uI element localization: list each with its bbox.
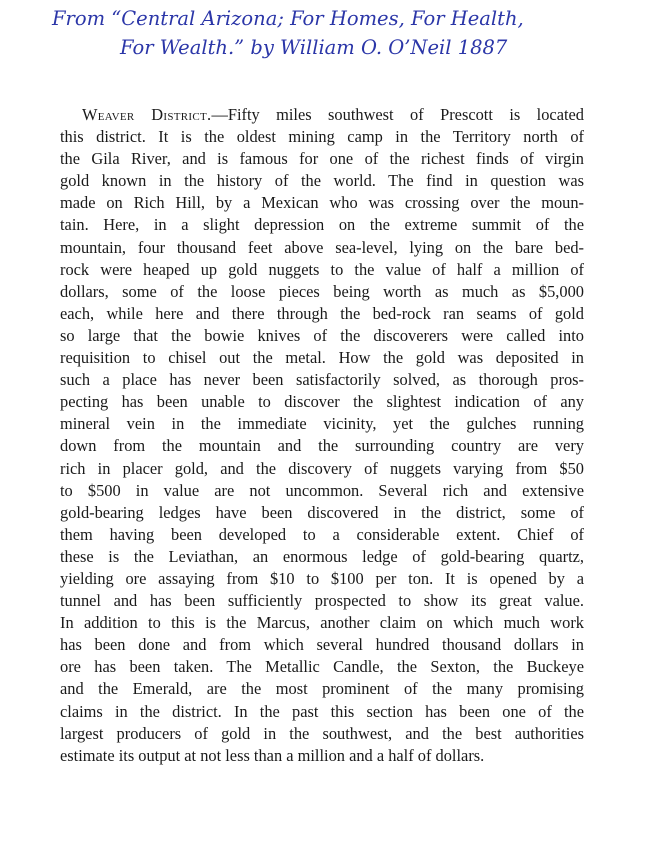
passage-line: each, while here and there through the bed-rock ran seams of gold [60, 303, 584, 323]
source-caption [0, 4, 648, 62]
passage-line: to $500 in value are not uncommon. Several rich and extensive [60, 480, 584, 500]
passage-line: rock were heaped up gold nuggets to the value of half a million of [60, 259, 584, 279]
passage-line: down from the mountain and the surrounding country are very [60, 436, 584, 456]
passage-line: the Gila River, and is famous for one of the richest finds of virgin [60, 149, 584, 169]
passage-line [60, 104, 584, 126]
passage-line: gold known in the history of the world. The find in question was [60, 171, 584, 191]
passage-line: gold-bearing ledges have been discovered in the district, some of [60, 502, 584, 522]
passage-line: these is the Leviathan, an enormous ledge of gold-bearing quartz, [60, 546, 584, 566]
passage-line: dollars, some of the loose pieces being worth as much as $5,000 [60, 281, 584, 301]
passage-line-text: —Fifty miles southwest of Prescott is located [211, 105, 584, 124]
passage-line: so large that the bowie knives of the discoverers were called into [60, 325, 584, 345]
passage-line: tain. Here, in a slight depression on the extreme summit of the [60, 215, 584, 235]
caption-line-2: For Wealth.” by William O. O’Neil 1887 [120, 36, 508, 59]
passage-line: In addition to this is the Marcus, another claim on which much work [60, 613, 584, 633]
article-passage [60, 104, 584, 767]
passage-line: ore has been taken. The Metallic Candle, the Sexton, the Buckeye [60, 657, 584, 677]
caption-line-1: From “Central Arizona; For Homes, For Health, [52, 7, 524, 30]
section-heading: Weaver District. [82, 105, 212, 124]
passage-line: this district. It is the oldest mining camp in the Territory north of [60, 127, 584, 147]
passage-line: made on Rich Hill, by a Mexican who was crossing over the moun- [60, 193, 584, 213]
passage-line: rich in placer gold, and the discovery of nuggets varying from $50 [60, 458, 584, 478]
passage-line: pecting has been unable to discover the slightest indication of any [60, 392, 584, 412]
passage-line: has been done and from which several hundred thousand dollars in [60, 635, 584, 655]
passage-line: requisition to chisel out the metal. How the gold was deposited in [60, 348, 584, 368]
passage-line: and the Emerald, are the most prominent of the many promising [60, 679, 584, 699]
passage-line: such a place has never been satisfactorily solved, as thorough pros- [60, 370, 584, 390]
passage-line: yielding ore assaying from $10 to $100 per ton. It is opened by a [60, 568, 584, 588]
passage-line: mineral vein in the immediate vicinity, yet the gulches running [60, 414, 584, 434]
passage-line: estimate its output at not less than a million and a half of dollars. [60, 745, 485, 765]
passage-line: largest producers of gold in the southwest, and the best authorities [60, 723, 584, 743]
passage-line: them having been developed to a considerable extent. Chief of [60, 524, 584, 544]
passage-line: mountain, four thousand feet above sea-level, lying on the bare bed- [60, 237, 584, 257]
passage-line: claims in the district. In the past this section has been one of the [60, 701, 584, 721]
passage-line: tunnel and has been sufficiently prospected to show its great value. [60, 591, 584, 611]
